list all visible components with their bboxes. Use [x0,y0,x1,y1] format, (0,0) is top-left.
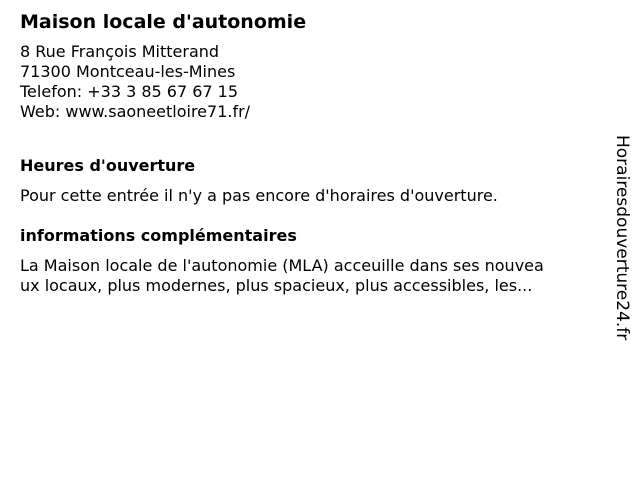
phone-line: Telefon: +33 3 85 67 67 15 [20,82,239,101]
content [20,10,600,296]
address-block [20,42,600,122]
place-name: Maison locale d'autonomie [20,11,307,33]
opening-hours-heading: Heures d'ouverture [20,156,196,175]
opening-hours-text: Pour cette entrée il n'y a pas encore d'horaires d'ouverture. [20,186,498,205]
site-watermark: Horairesdouverture24.fr [612,135,632,341]
additional-info-text: La Maison locale de l'autonomie (MLA) acceuille dans ses nouvea ux locaux, plus modernes, plus spacieux, plus accessibles, les... [20,256,544,295]
additional-info-heading: informations complémentaires [20,226,297,245]
city-line: 71300 Montceau-les-Mines [20,62,236,81]
website-line: Web: www.saoneetloire71.fr/ [20,102,251,121]
street-address: 8 Rue François Mitterand [20,42,220,61]
